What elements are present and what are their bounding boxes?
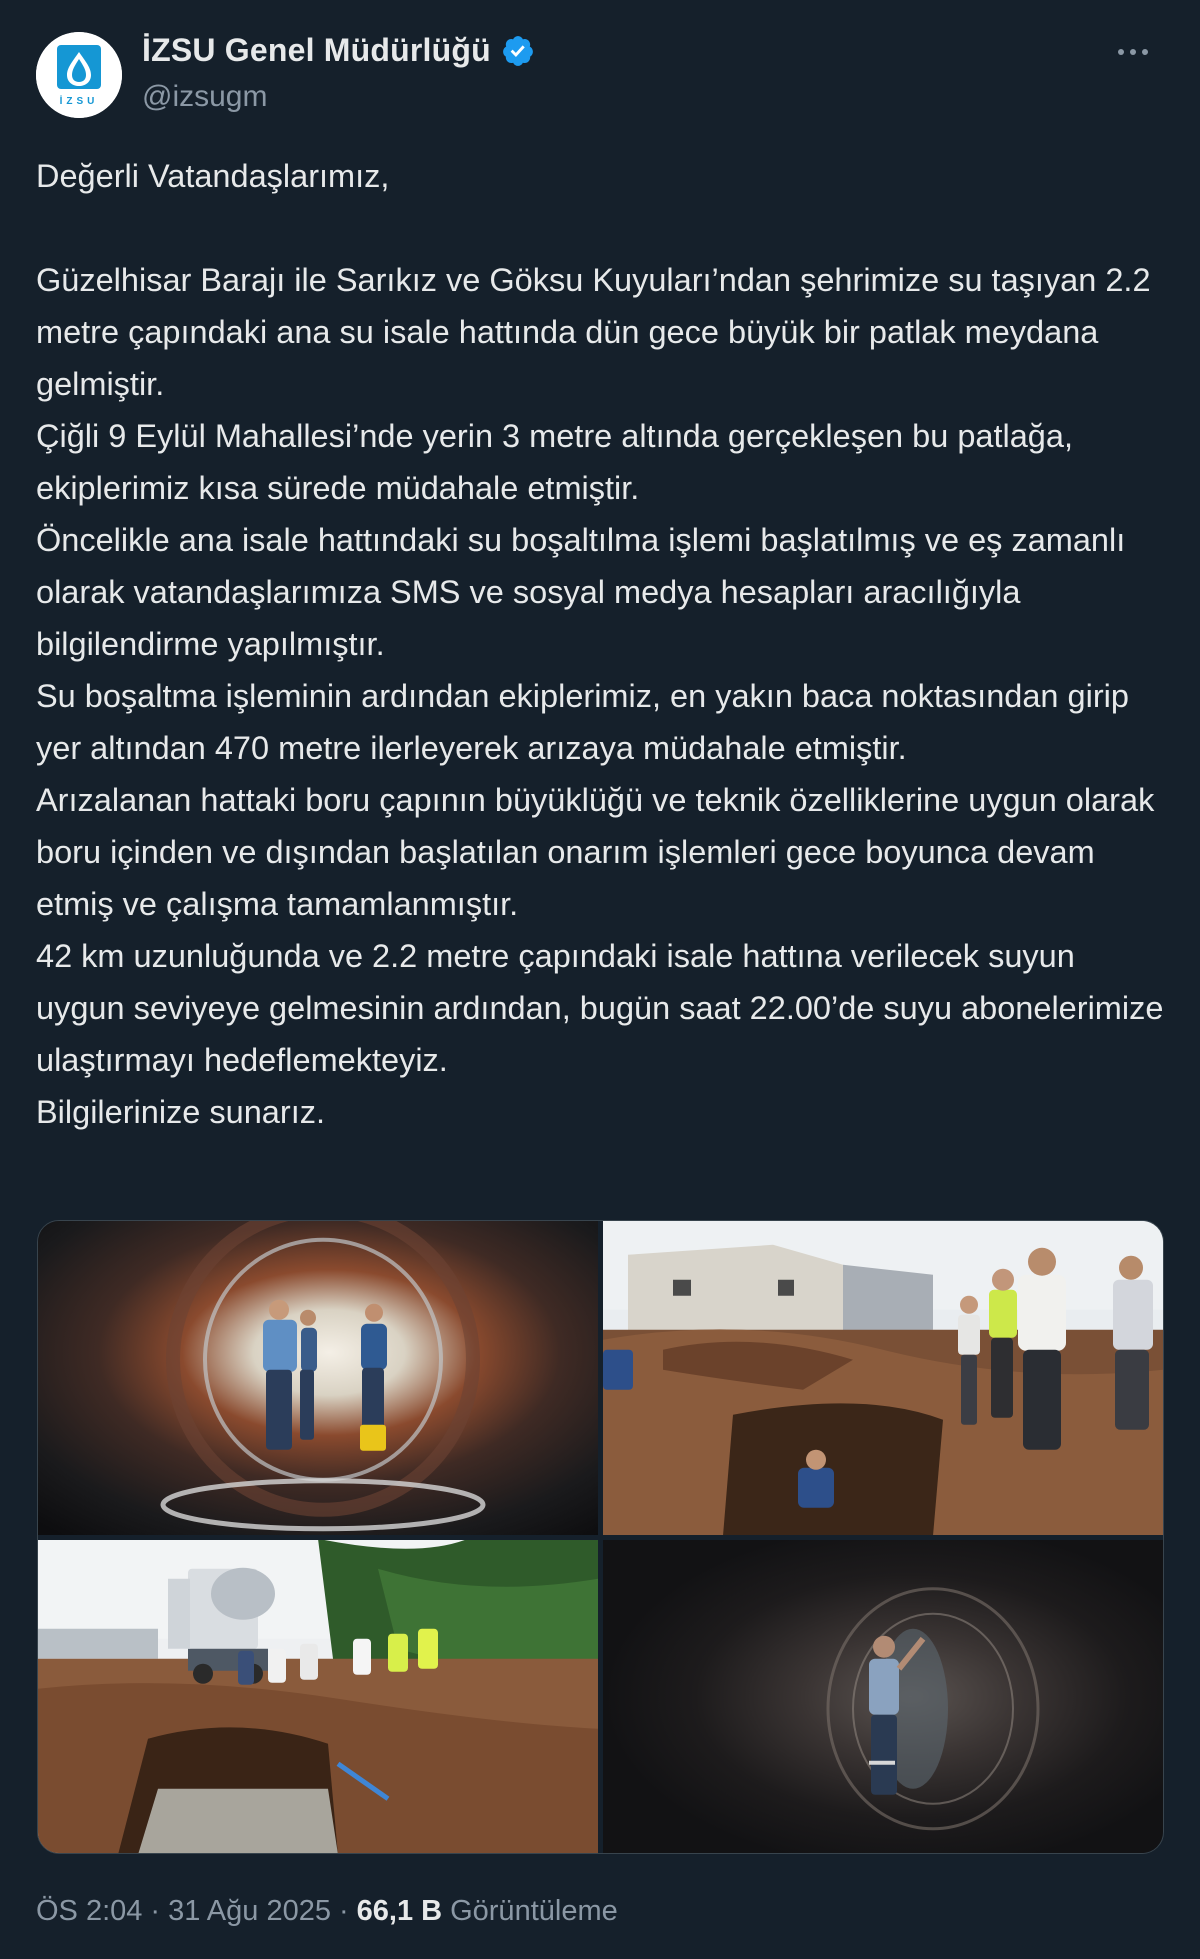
tweet-paragraph: Arızalanan hattaki boru çapının büyüklüğü ve teknik özelliklerine uygun olarak boru içinden ve dışından başlatılan onarım işlemleri gece boyunca devam etmiş ve çalışma tamamlanmıştır. (36, 782, 1155, 922)
more-options-button[interactable] (1106, 34, 1160, 70)
media-photo-3[interactable] (38, 1540, 598, 1854)
author-handle[interactable]: @izsugm (142, 80, 268, 113)
tweet-paragraph: Bilgilerinize sunarız. (36, 1094, 326, 1130)
media-photo-4[interactable] (603, 1540, 1163, 1854)
tweet-date[interactable]: 31 Ağu 2025 (168, 1895, 331, 1927)
excavation-site-photo-icon (603, 1221, 1163, 1535)
meta-separator: · (150, 1895, 161, 1927)
tweet-paragraph: Su boşaltma işleminin ardından ekiplerimiz, en yakın baca noktasından girip yer altından 470 metre ilerleyerek arızaya müdahale etmiştir. (36, 678, 1129, 766)
tweet-time[interactable]: ÖS 2:04 (36, 1895, 143, 1927)
concrete-mixer-trench-photo-icon (38, 1540, 598, 1854)
izsu-logo-icon (36, 32, 122, 118)
author-name-row (142, 32, 535, 69)
media-grid (37, 1220, 1164, 1854)
meta-separator: · (338, 1895, 349, 1927)
more-dot-icon (1130, 49, 1136, 55)
author-display-name[interactable]: İZSU Genel Müdürlüğü (142, 32, 491, 68)
media-photo-1[interactable] (38, 1221, 598, 1535)
avatar[interactable] (36, 32, 122, 118)
tweet-greeting: Değerli Vatandaşlarımız, (36, 158, 390, 194)
pipe-interior-photo-icon (38, 1221, 598, 1535)
more-dot-icon (1142, 49, 1148, 55)
media-photo-2[interactable] (603, 1221, 1163, 1535)
tweet-paragraph: Güzelhisar Barajı ile Sarıkız ve Göksu Kuyuları’ndan şehrimize su taşıyan 2.2 metre çapındaki ana su isale hattında dün gece büyük bir patlak meydana gelmiştir. (36, 262, 1151, 402)
paragraph-gap (36, 202, 1166, 254)
more-dot-icon (1118, 49, 1124, 55)
svg-text:İZSU: İZSU (59, 96, 99, 107)
tweet-meta (36, 1895, 618, 1928)
dark-pipe-worker-photo-icon (603, 1540, 1163, 1854)
verified-badge-icon[interactable] (501, 34, 535, 68)
tweet-text (36, 150, 1166, 1138)
tweet-paragraph: 42 km uzunluğunda ve 2.2 metre çapındaki isale hattına verilecek suyun uygun seviyeye gelmesinin ardından, bugün saat 22.00’de suyu abonelerimize ulaştırmayı hedeflemekteyiz. (36, 938, 1164, 1078)
tweet-paragraph: Çiğli 9 Eylül Mahallesi’nde yerin 3 metre altında gerçekleşen bu patlağa, ekiplerimiz kısa sürede müdahale etmiştir. (36, 418, 1073, 506)
views-label: Görüntüleme (450, 1895, 618, 1927)
views-count: 66,1 B (356, 1895, 443, 1927)
tweet-paragraph: Öncelikle ana isale hattındaki su boşaltılma işlemi başlatılmış ve eş zamanlı olarak vatandaşlarımıza SMS ve sosyal medya hesapları aracılığıyla bilgilendirme yapılmıştır. (36, 522, 1126, 662)
